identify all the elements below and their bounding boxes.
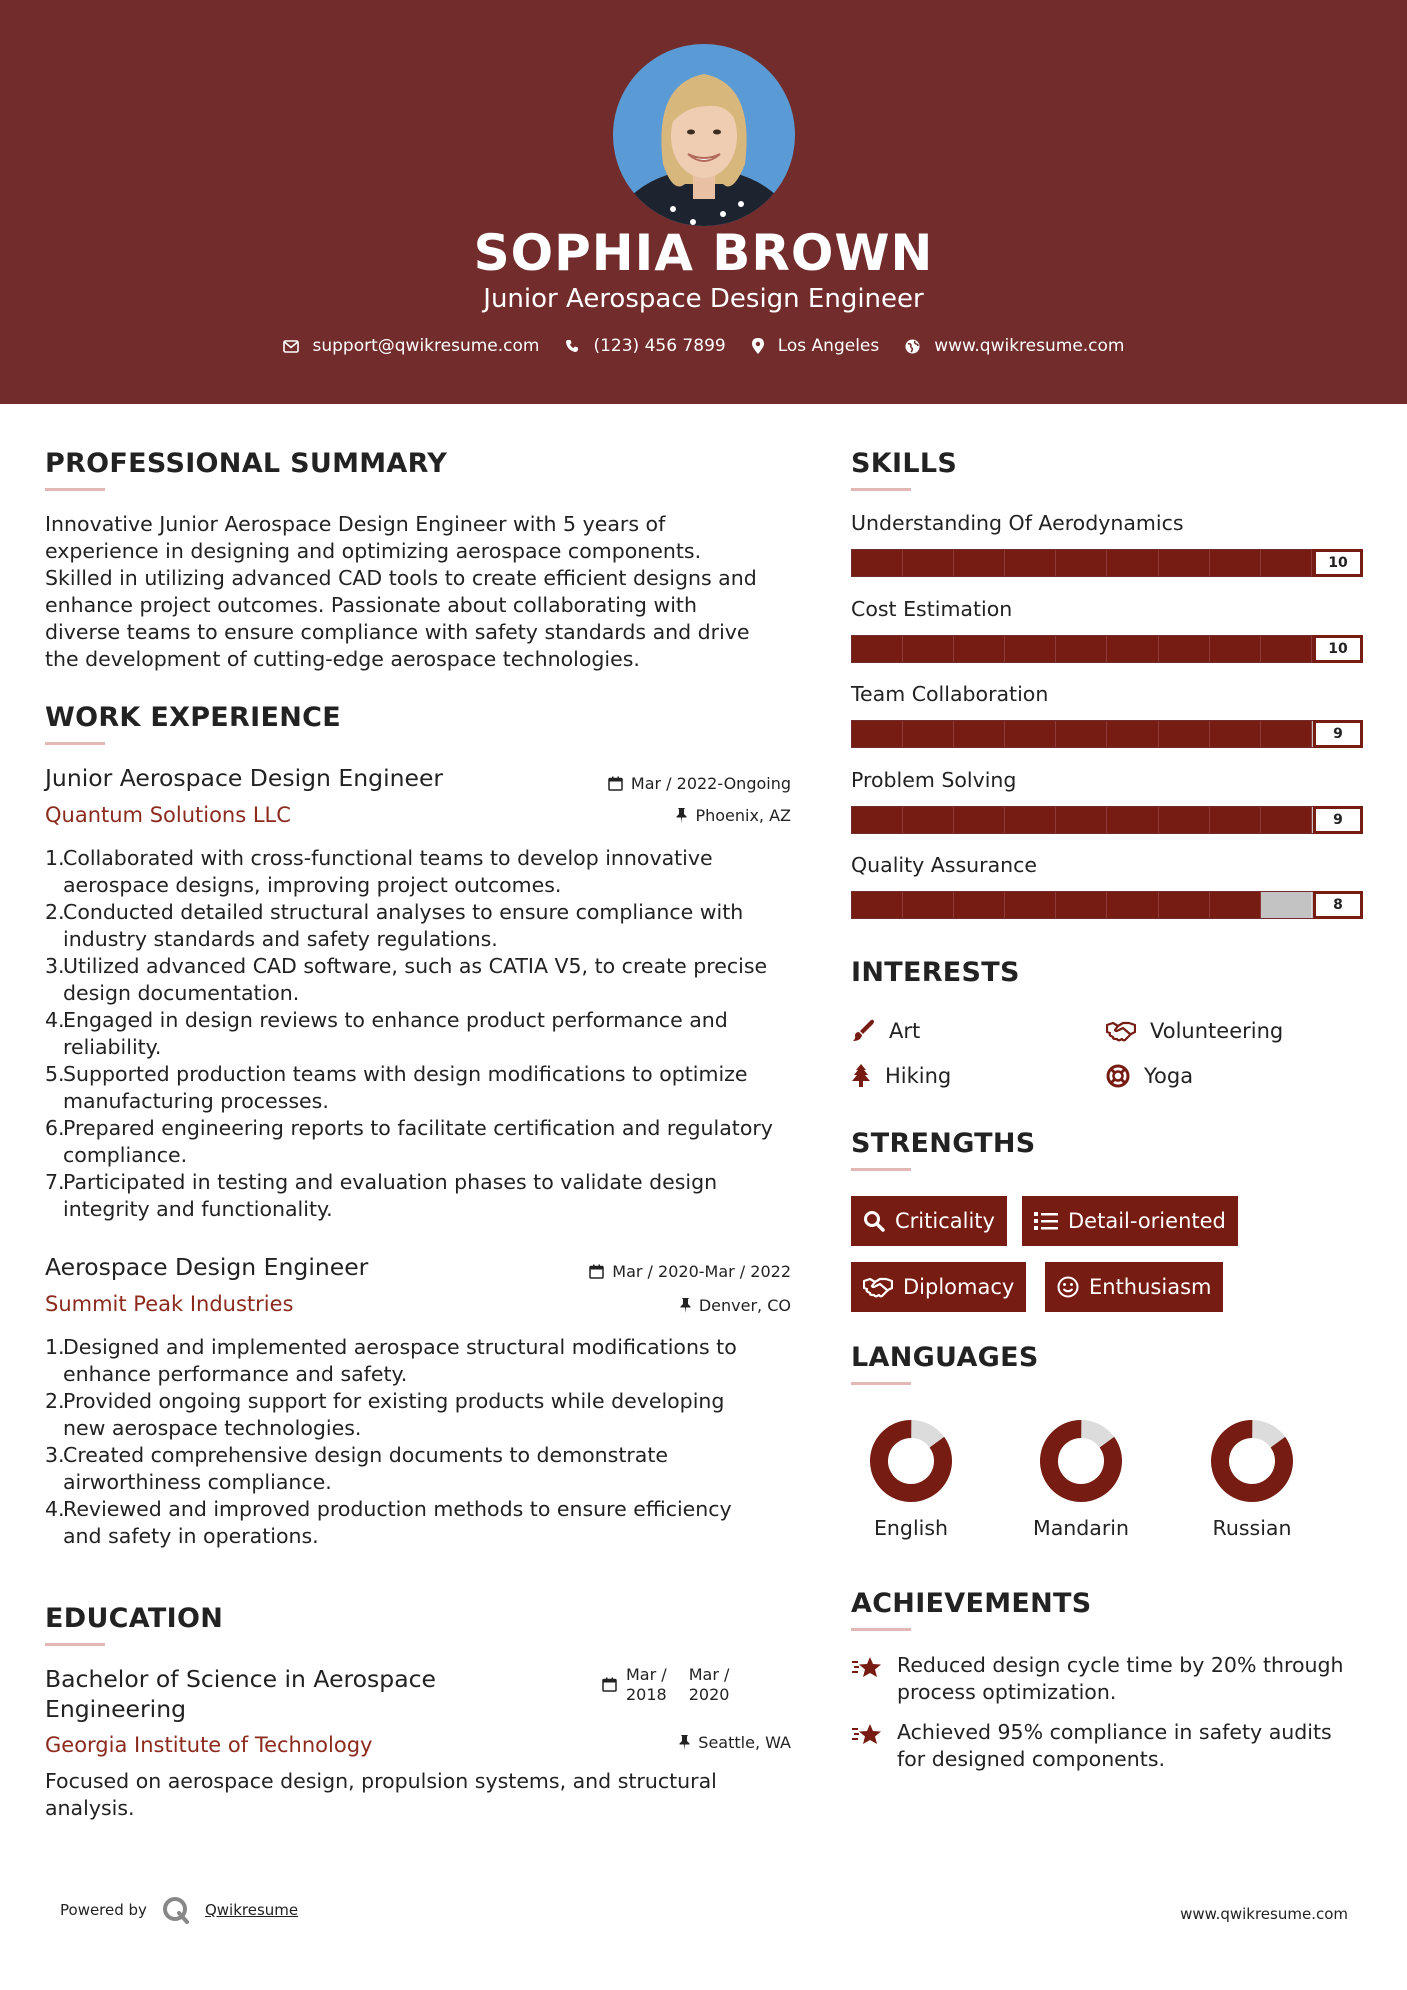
skill-label: Quality Assurance <box>851 853 1038 877</box>
skill-bar-segment <box>852 550 903 576</box>
skill-bar-segment <box>1005 721 1056 747</box>
skill-bar-segment <box>1056 892 1107 918</box>
interest-art <box>851 1019 920 1043</box>
skill-score: 10 <box>1313 635 1363 663</box>
list-item: 6. Prepared engineering reports to facilitate certification and regulatory compliance. <box>45 1116 773 1167</box>
skill-bar-segment <box>1210 807 1261 833</box>
skill-label: Understanding Of Aerodynamics <box>851 511 1184 535</box>
envelope-icon <box>283 340 299 353</box>
skill-bar-segment <box>1261 892 1312 918</box>
skill-bar <box>851 549 1363 577</box>
skill-bar-segment <box>903 550 954 576</box>
skill-bar-segment <box>1056 550 1107 576</box>
skill-bar-segment <box>1210 550 1261 576</box>
job-location <box>676 806 791 825</box>
degree-line: Engineering <box>45 1695 186 1723</box>
end-date: Mar / 2020 <box>688 1665 730 1704</box>
language-label: English <box>873 1516 949 1540</box>
calendar-icon <box>589 1264 604 1279</box>
skill-bar-segment <box>1056 721 1107 747</box>
handshake-icon <box>863 1276 893 1298</box>
list-item: 3. Created comprehensive design documents to demonstrate airworthiness compliance. <box>45 1443 669 1494</box>
job-responsibilities <box>45 845 773 1223</box>
strength-label: Enthusiasm <box>1089 1275 1212 1299</box>
profile-photo <box>613 44 795 226</box>
strength-label: Criticality <box>895 1209 995 1233</box>
school-name: Georgia Institute of Technology <box>45 1733 373 1757</box>
resume-header <box>0 0 1407 404</box>
skills-underline <box>851 488 911 491</box>
skill-bar-segment <box>954 807 1005 833</box>
search-icon <box>863 1210 885 1232</box>
map-pin-icon <box>752 338 764 354</box>
skill-bar-segment <box>954 721 1005 747</box>
language-proficiency-donut <box>1207 1416 1297 1506</box>
skill-label: Team Collaboration <box>851 682 1049 706</box>
skill-bar <box>851 806 1363 834</box>
interest-label: Hiking <box>885 1064 952 1088</box>
language-label: Russian <box>1212 1516 1292 1540</box>
contact-email[interactable] <box>283 336 540 356</box>
skill-bar-segment <box>852 721 903 747</box>
strength-chip-diplomacy <box>851 1262 1026 1312</box>
language-proficiency-donut <box>866 1416 956 1506</box>
education-location-text: Seattle, WA <box>698 1733 791 1752</box>
skill-bar <box>851 891 1363 919</box>
job-date-text: Mar / 2020-Mar / 2022 <box>612 1262 791 1281</box>
interests-heading: INTERESTS <box>851 957 1020 988</box>
list-item: 3. Utilized advanced CAD software, such as CATIA V5, to create precise design documentation. <box>45 954 768 1005</box>
qwikresume-logo-icon <box>161 1895 191 1925</box>
skill-bar-segment <box>1159 892 1210 918</box>
skill-bar-segment <box>852 892 903 918</box>
skill-bar-segment <box>1056 807 1107 833</box>
handshake-icon <box>1106 1020 1136 1042</box>
list-item: 5. Supported production teams with design modifications to optimize manufacturing processes. <box>45 1062 748 1113</box>
experience-heading: WORK EXPERIENCE <box>45 702 341 733</box>
donut-fill <box>866 1416 955 1505</box>
skill-bar-segment <box>1107 807 1158 833</box>
strengths-underline <box>851 1168 911 1171</box>
contact-bar <box>0 336 1407 356</box>
skill-bar-segment <box>1107 721 1158 747</box>
job-date <box>589 1262 791 1281</box>
education-location <box>679 1733 791 1752</box>
location-text: Los Angeles <box>777 336 880 356</box>
job-date <box>608 774 791 793</box>
email-text[interactable]: support@qwikresume.com <box>312 336 540 356</box>
list-item: 1. Designed and implemented aerospace structural modifications to enhance performance and safety. <box>45 1335 737 1386</box>
pushpin-icon <box>676 808 687 823</box>
achievement-item <box>851 1652 1344 1706</box>
skill-bar-segment <box>1005 550 1056 576</box>
company-name: Quantum Solutions LLC <box>45 803 291 827</box>
education-underline <box>45 1643 105 1646</box>
list-item: 2. Provided ongoing support for existing products while developing new aerospace technologies. <box>45 1389 725 1440</box>
globe-icon <box>905 339 920 354</box>
languages-underline <box>851 1382 911 1385</box>
skill-bar-segment <box>903 636 954 662</box>
strength-chip-criticality <box>851 1196 1007 1246</box>
skill-bar-segment <box>1261 807 1312 833</box>
job-responsibilities <box>45 1334 737 1550</box>
job-title: Junior Aerospace Design Engineer <box>45 764 444 792</box>
summary-line: the development of cutting-edge aerospace technologies. <box>45 647 640 671</box>
skill-bar-segment <box>954 550 1005 576</box>
company-name: Summit Peak Industries <box>45 1292 294 1316</box>
footer-website[interactable]: www.qwikresume.com <box>1180 1905 1348 1923</box>
language-proficiency-donut <box>1036 1416 1126 1506</box>
skill-score: 8 <box>1313 891 1363 919</box>
achievement-text: Reduced design cycle time by 20% through process optimization. <box>897 1653 1344 1704</box>
achievements-underline <box>851 1628 911 1631</box>
skill-bar-segment <box>954 892 1005 918</box>
donut-fill <box>1036 1416 1125 1505</box>
donut-fill <box>1207 1416 1296 1505</box>
achievement-item <box>851 1719 1332 1773</box>
website-text[interactable]: www.qwikresume.com <box>934 336 1125 356</box>
list-item: 7. Participated in testing and evaluation phases to validate design integrity and functionality. <box>45 1170 718 1221</box>
list-item: 4. Reviewed and improved production methods to ensure efficiency and safety in operations. <box>45 1497 732 1548</box>
phone-text[interactable]: (123) 456 7899 <box>593 336 726 356</box>
contact-website[interactable] <box>905 336 1124 356</box>
degree-title <box>45 1664 436 1724</box>
contact-phone[interactable] <box>565 336 725 356</box>
summary-line: diverse teams to ensure compliance with safety standards and drive <box>45 620 750 644</box>
list-item: 2. Conducted detailed structural analyses to ensure compliance with industry standards and safety regulations. <box>45 900 744 951</box>
language-item <box>856 1416 966 1540</box>
education-dates <box>602 1665 729 1705</box>
pushpin-icon <box>680 1298 691 1313</box>
skill-bar-segment <box>1107 550 1158 576</box>
summary-line: Innovative Junior Aerospace Design Engineer with 5 years of <box>45 512 666 536</box>
summary-text <box>45 511 757 673</box>
skill-bar-segment <box>1210 636 1261 662</box>
skill-bar-segment <box>1159 807 1210 833</box>
phone-icon <box>565 339 579 353</box>
skill-bar-segment <box>1159 636 1210 662</box>
job-location <box>680 1296 791 1315</box>
summary-heading: PROFESSIONAL SUMMARY <box>45 448 448 479</box>
skill-bar-segment <box>1107 636 1158 662</box>
smile-icon <box>1057 1276 1079 1298</box>
start-date: Mar / 2018 <box>626 1665 667 1704</box>
job-location-text: Denver, CO <box>698 1296 791 1315</box>
interest-hiking <box>851 1064 951 1088</box>
skill-bar-segment <box>1005 892 1056 918</box>
summary-line: enhance project outcomes. Passionate about collaborating with <box>45 593 697 617</box>
languages-heading: LANGUAGES <box>851 1342 1039 1373</box>
skill-bar-segment <box>1159 721 1210 747</box>
skill-bar-segment <box>1159 550 1210 576</box>
skill-label: Cost Estimation <box>851 597 1013 621</box>
contact-location <box>752 336 880 356</box>
brand-link[interactable]: Qwikresume <box>204 1901 299 1919</box>
strength-chip-enthusiasm <box>1045 1262 1223 1312</box>
interest-yoga <box>1106 1064 1193 1088</box>
strength-chip-detail-oriented <box>1022 1196 1238 1246</box>
education-description: Focused on aerospace design, propulsion systems, and structural analysis. <box>45 1769 717 1820</box>
skill-bar-segment <box>1005 636 1056 662</box>
candidate-name: SOPHIA BROWN <box>473 224 934 282</box>
skill-bar <box>851 720 1363 748</box>
language-item <box>1197 1416 1307 1540</box>
interest-label: Art <box>889 1019 921 1043</box>
lifebuoy-icon <box>1106 1064 1130 1088</box>
language-label: Mandarin <box>1033 1516 1129 1540</box>
summary-line: experience in designing and optimizing aerospace components. <box>45 539 702 563</box>
summary-line: Skilled in utilizing advanced CAD tools to create efficient designs and <box>45 566 757 590</box>
skill-bar <box>851 635 1363 663</box>
powered-by-text: Powered by <box>60 1901 147 1919</box>
pushpin-icon <box>679 1735 690 1750</box>
skill-score: 9 <box>1313 806 1363 834</box>
degree-line: Bachelor of Science in Aerospace <box>45 1665 436 1693</box>
language-item <box>1026 1416 1136 1540</box>
skill-bar-segment <box>1261 550 1312 576</box>
skill-bar-segment <box>1107 892 1158 918</box>
skill-label: Problem Solving <box>851 768 1017 792</box>
achievement-text: Achieved 95% compliance in safety audits for designed components. <box>897 1720 1332 1771</box>
interest-label: Volunteering <box>1150 1019 1284 1043</box>
skill-score: 9 <box>1313 720 1363 748</box>
paintbrush-icon <box>851 1019 875 1043</box>
skill-bar-segment <box>903 807 954 833</box>
summary-underline <box>45 488 105 491</box>
strength-label: Diplomacy <box>903 1275 1015 1299</box>
job-title: Aerospace Design Engineer <box>45 1253 369 1281</box>
skill-bar-segment <box>1261 721 1312 747</box>
education-heading: EDUCATION <box>45 1603 224 1634</box>
calendar-icon <box>602 1677 617 1692</box>
skill-bar-segment <box>1261 636 1312 662</box>
list-item: 4. Engaged in design reviews to enhance product performance and reliability. <box>45 1008 728 1059</box>
skill-bar-segment <box>1056 636 1107 662</box>
skills-heading: SKILLS <box>851 448 958 479</box>
star-award-icon <box>851 1721 883 1747</box>
experience-underline <box>45 742 105 745</box>
job-date-text: Mar / 2022-Ongoing <box>630 774 791 793</box>
skill-bar-segment <box>852 636 903 662</box>
skill-bar-segment <box>852 807 903 833</box>
list-icon <box>1034 1211 1058 1231</box>
star-award-icon <box>851 1654 883 1680</box>
list-item: 1. Collaborated with cross-functional teams to develop innovative aerospace designs, improving project outcomes. <box>45 846 713 897</box>
skill-bar-segment <box>903 721 954 747</box>
calendar-icon <box>608 776 623 791</box>
tree-icon <box>851 1064 871 1088</box>
job-location-text: Phoenix, AZ <box>695 806 791 825</box>
skill-bar-segment <box>903 892 954 918</box>
skill-bar-segment <box>1210 892 1261 918</box>
strength-label: Detail-oriented <box>1068 1209 1226 1233</box>
skill-score: 10 <box>1313 549 1363 577</box>
interest-volunteering <box>1106 1019 1283 1043</box>
candidate-role: Junior Aerospace Design Engineer <box>483 284 924 314</box>
skill-bar-segment <box>1210 721 1261 747</box>
skill-bar-segment <box>1005 807 1056 833</box>
strengths-heading: STRENGTHS <box>851 1128 1036 1159</box>
skill-bar-segment <box>954 636 1005 662</box>
achievements-heading: ACHIEVEMENTS <box>851 1588 1092 1619</box>
interest-label: Yoga <box>1144 1064 1194 1088</box>
footer-powered-by <box>60 1895 298 1925</box>
